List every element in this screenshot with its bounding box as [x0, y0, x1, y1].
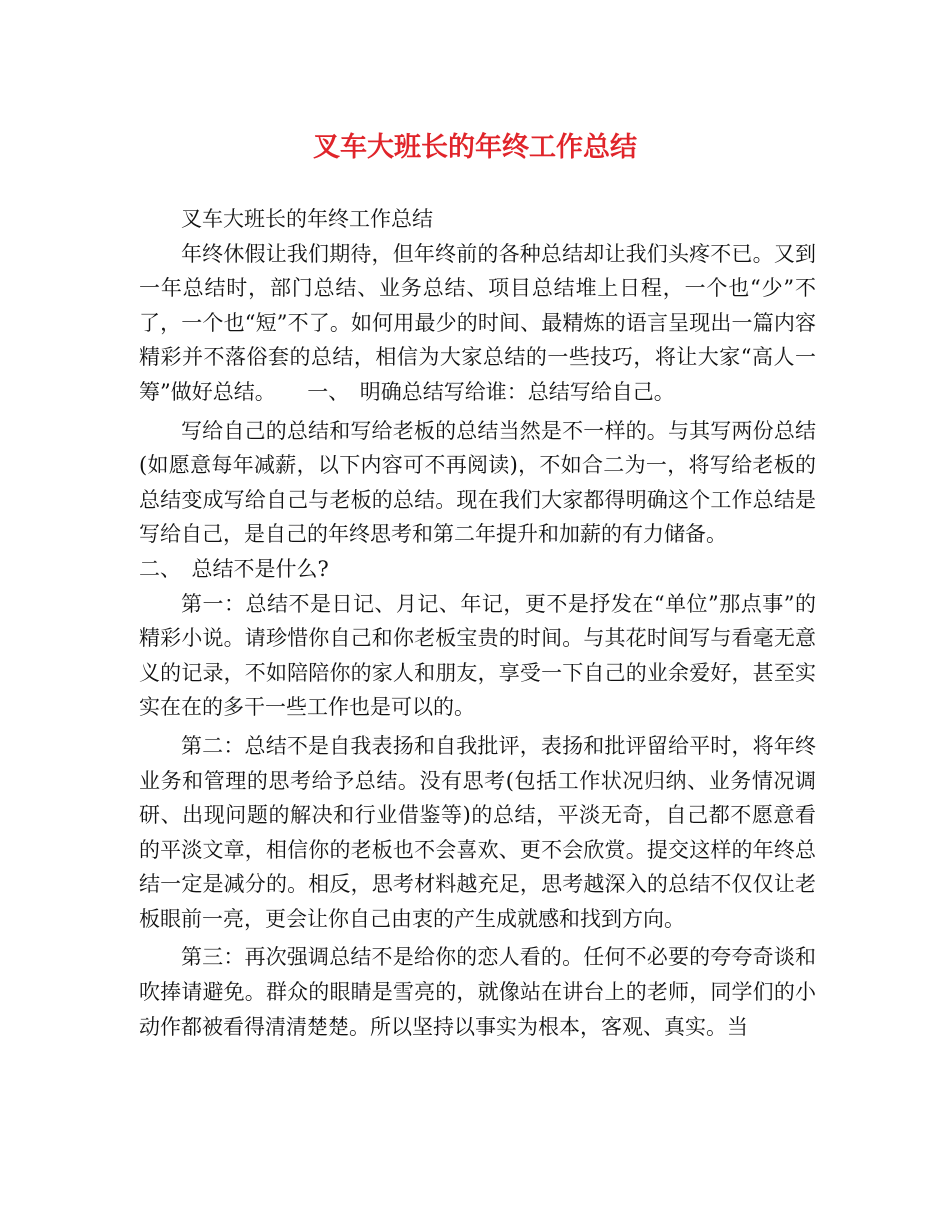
paragraph-write-for-self: 写给自己的总结和写给老板的总结当然是不一样的。与其写两份总结(如愿意每年减薪，以下内容可不再阅读)，不如合二为一，将写给老板的总结变成写给自己与老板的总结。现在我们大家都得明确这个工作总结是写给自己，是自己的年终思考和第二年提升和加薪的有力储备。 [139, 418, 816, 547]
paragraph-point-one: 第一：总结不是日记、月记、年记，更不是抒发在“单位”那点事”的精彩小说。请珍惜你自己和你老板宝贵的时间。与其花时间写与看毫无意义的记录，不如陪陪你的家人和朋友，享受一下自己的业余爱好，甚至实实在在的多干一些工作也是可以的。 [139, 591, 816, 720]
paragraph-point-three: 第三：再次强调总结不是给你的恋人看的。任何不必要的夸夸奇谈和吹捧请避免。群众的眼睛是雪亮的，就像站在讲台上的老师，同学们的小动作都被看得清清楚楚。所以坚持以事实为根本，客观、真实。当 [139, 945, 816, 1039]
paragraph-subtitle: 叉车大班长的年终工作总结 [181, 207, 433, 231]
section-heading-two: 二、 总结不是什么? [139, 556, 329, 581]
paragraph-intro: 年终休假让我们期待，但年终前的各种总结却让我们头疼不已。又到一年总结时，部门总结、业务总结、项目总结堆上日程，一个也“少”不了，一个也“短”不了。如何用最少的时间、最精炼的语言呈现出一篇内容精彩并不落俗套的总结，相信为大家总结的一些技巧，将让大家“高人一筹”做好总结。 一、 明确总结写给谁：总结写给自己。 [139, 241, 816, 404]
document-title: 叉车大班长的年终工作总结 [313, 132, 637, 163]
document-body [139, 202, 816, 1044]
paragraph-point-two: 第二：总结不是自我表扬和自我批评，表扬和批评留给平时，将年终业务和管理的思考给予总结。没有思考(包括工作状况归纳、业务情况调研、出现问题的解决和行业借鉴等)的总结，平淡无奇，自己都不愿意看的平淡文章，相信你的老板也不会喜欢、更不会欣赏。提交这样的年终总结一定是减分的。相反，思考材料越充足，思考越深入的总结不仅仅让老板眼前一亮，更会让你自己由衷的产生成就感和找到方向。 [139, 733, 816, 931]
